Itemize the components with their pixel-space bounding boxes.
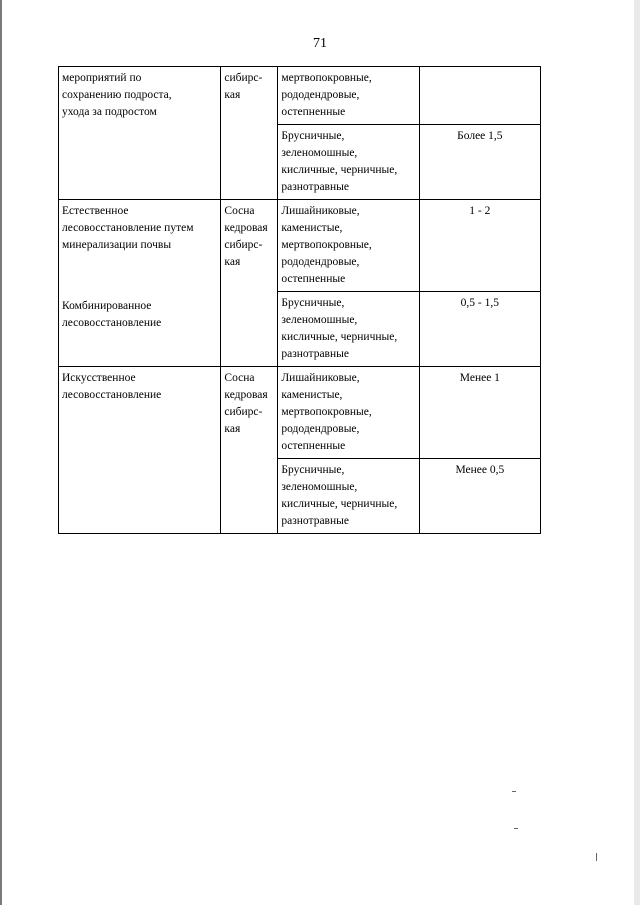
table-row — [59, 200, 541, 292]
forest-type-text: каменистые, — [281, 389, 343, 401]
activity-text: минерализации почвы — [62, 239, 172, 251]
value-cell: 0,5 - 1,5 — [419, 292, 540, 367]
species-text: кедровая — [224, 222, 268, 234]
activity-text: ухода за подростом — [62, 106, 157, 118]
spacer — [62, 254, 217, 298]
species-cell — [221, 200, 278, 367]
species-text: Сосна — [224, 372, 255, 384]
forest-type-cell — [278, 200, 419, 292]
activity-text: лесовосстановление — [62, 317, 162, 329]
activity-cell — [59, 67, 221, 200]
scan-edge-right — [634, 0, 640, 905]
forest-type-text: кисличные, черничные, — [281, 498, 398, 510]
activity-cell — [59, 200, 221, 367]
value-cell — [419, 67, 540, 125]
scan-speck — [512, 791, 516, 792]
forest-type-text: остепненные — [281, 273, 346, 285]
forest-type-text: Брусничные, — [281, 297, 345, 309]
activity-text: Комбинированное — [62, 300, 152, 312]
activity-text: сохранению подроста, — [62, 89, 172, 101]
scan-speck — [514, 828, 518, 829]
forest-type-cell — [278, 367, 419, 459]
forest-type-text: Брусничные, — [281, 130, 345, 142]
forest-type-text: Брусничные, — [281, 464, 345, 476]
forest-type-text: рододендровые, — [281, 256, 360, 268]
activity-text: мероприятий по — [62, 72, 142, 84]
forest-type-text: кисличные, черничные, — [281, 331, 398, 343]
species-cell — [221, 67, 278, 200]
forest-type-text: зеленомошные, — [281, 147, 358, 159]
value-cell: Менее 1 — [419, 367, 540, 459]
forest-type-text: рододендровые, — [281, 423, 360, 435]
table-row — [59, 67, 541, 125]
table-row — [59, 367, 541, 459]
species-text: кая — [224, 423, 241, 435]
species-text: кая — [224, 256, 241, 268]
page-number: 71 — [313, 36, 327, 51]
species-text: сибирс- — [224, 406, 263, 418]
species-text: кая — [224, 89, 241, 101]
forest-type-text: рододендровые, — [281, 89, 360, 101]
activity-text: Естественное — [62, 205, 129, 217]
activity-text: лесовосстановление — [62, 389, 162, 401]
activity-text: лесовосстановление путем — [62, 222, 194, 234]
forest-type-text: разнотравные — [281, 181, 349, 193]
species-text: кедровая — [224, 389, 268, 401]
forest-type-text: Лишайниковые, — [281, 372, 360, 384]
forest-type-text: мертвопокровные, — [281, 406, 372, 418]
forest-type-text: мертвопокровные, — [281, 239, 372, 251]
forest-type-text: зеленомошные, — [281, 314, 358, 326]
value-cell: Более 1,5 — [419, 125, 540, 200]
scan-speck — [596, 853, 597, 861]
forest-type-text: Лишайниковые, — [281, 205, 360, 217]
forest-restoration-table — [58, 66, 541, 534]
forest-type-cell — [278, 125, 419, 200]
species-text: Сосна — [224, 205, 255, 217]
value-cell: 1 - 2 — [419, 200, 540, 292]
species-cell — [221, 367, 278, 534]
forest-type-text: зеленомошные, — [281, 481, 358, 493]
forest-type-text: остепненные — [281, 106, 346, 118]
activity-cell — [59, 367, 221, 534]
forest-type-cell — [278, 292, 419, 367]
forest-type-text: кисличные, черничные, — [281, 164, 398, 176]
forest-type-text: остепненные — [281, 440, 346, 452]
value-cell: Менее 0,5 — [419, 459, 540, 534]
forest-type-cell — [278, 459, 419, 534]
species-text: сибирс- — [224, 72, 263, 84]
forest-type-text: разнотравные — [281, 348, 349, 360]
forest-type-text: разнотравные — [281, 515, 349, 527]
activity-text: Искусственное — [62, 372, 136, 384]
species-text: сибирс- — [224, 239, 263, 251]
forest-type-text: мертвопокровные, — [281, 72, 372, 84]
scan-edge-left — [0, 0, 2, 905]
forest-type-text: каменистые, — [281, 222, 343, 234]
forest-type-cell — [278, 67, 419, 125]
